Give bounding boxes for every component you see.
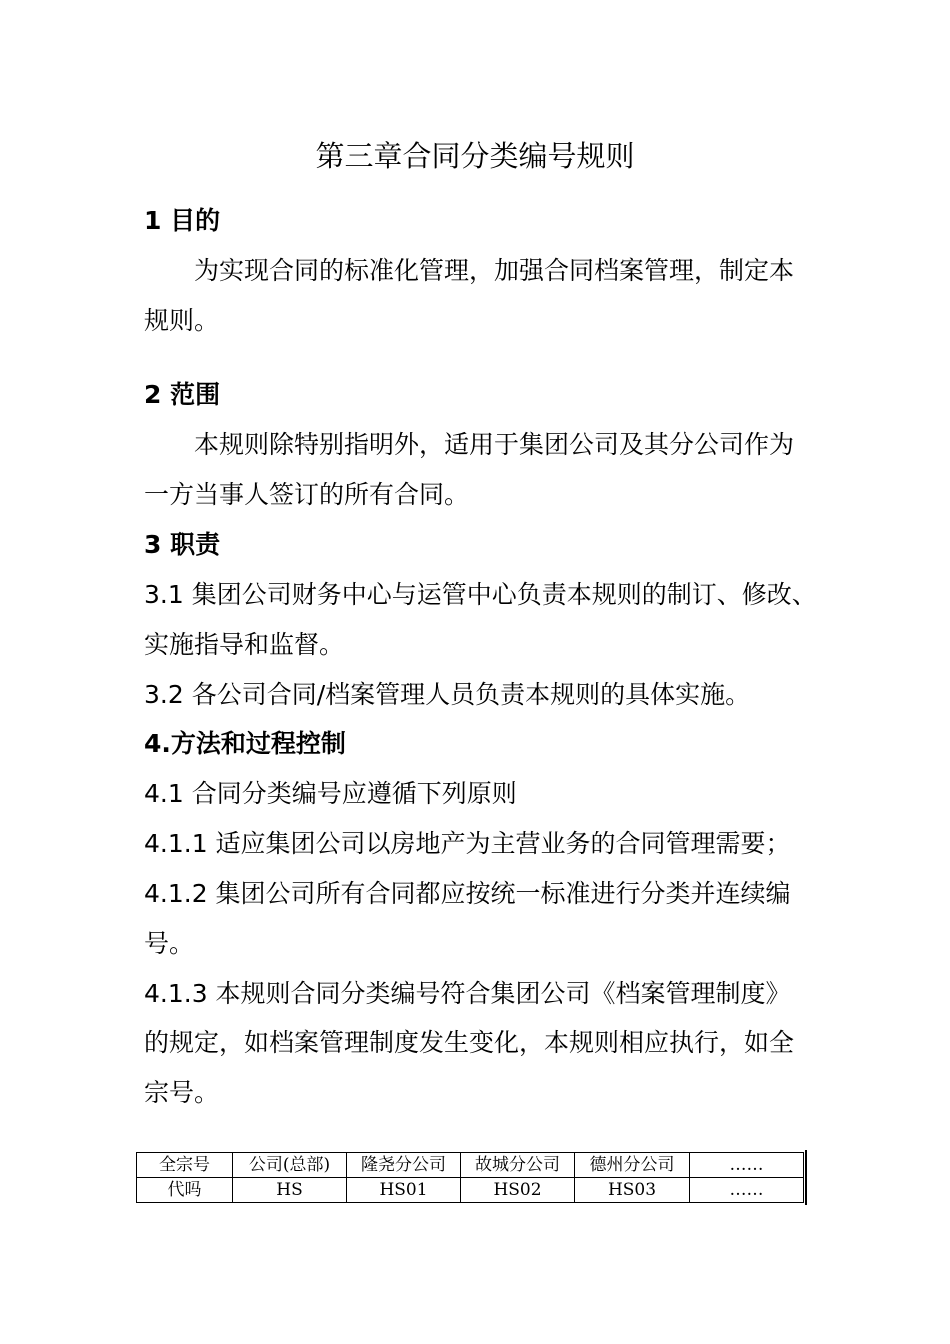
- clause-3-2: 3.2 各公司合同/档案管理人员负责本规则的具体实施。: [144, 680, 751, 709]
- table-cell: HS01: [347, 1178, 461, 1203]
- table-cell: 隆尧分公司: [347, 1153, 461, 1178]
- section-4-heading: 4.方法和过程控制: [144, 729, 346, 758]
- table-cell: 故城分公司: [461, 1153, 575, 1178]
- section-1-heading: 1 目的: [144, 206, 221, 235]
- section-3-heading: 3 职责: [144, 530, 221, 559]
- table-cell: HS: [233, 1178, 347, 1203]
- table-right-border: [805, 1150, 807, 1205]
- table-cell: 德州分公司: [575, 1153, 690, 1178]
- clause-4-1: 4.1 合同分类编号应遵循下列原则: [144, 779, 517, 808]
- clause-4-1-2-line-2: 号。: [144, 929, 195, 958]
- section-2-paragraph-line-2: 一方当事人签订的所有合同。: [144, 480, 470, 509]
- section-1-paragraph-line-2: 规则。: [144, 306, 220, 335]
- table-cell: 公司(总部): [233, 1153, 347, 1178]
- clause-4-1-2-line-1: 4.1.2 集团公司所有合同都应按统一标准进行分类并连续编: [144, 879, 791, 908]
- fonds-code-table: [136, 1152, 804, 1203]
- table-cell: ……: [690, 1178, 804, 1203]
- table-row: [137, 1178, 804, 1203]
- clause-4-1-1: 4.1.1 适应集团公司以房地产为主营业务的合同管理需要；: [144, 829, 791, 858]
- table-row: [137, 1153, 804, 1178]
- table-cell: HS03: [575, 1178, 690, 1203]
- section-2-heading: 2 范围: [144, 380, 221, 409]
- table-cell: HS02: [461, 1178, 575, 1203]
- page-title: 第三章合同分类编号规则: [315, 139, 635, 173]
- table-cell: 代吗: [137, 1178, 233, 1203]
- section-1-paragraph-line-1: 为实现合同的标准化管理，加强合同档案管理，制定本: [194, 256, 795, 285]
- clause-3-1-line-1: 3.1 集团公司财务中心与运管中心负责本规则的制订、修改、: [144, 580, 817, 609]
- table-cell: 全宗号: [137, 1153, 233, 1178]
- clause-3-1-line-2: 实施指导和监督。: [144, 630, 345, 659]
- clause-4-1-3-line-1: 4.1.3 本规则合同分类编号符合集团公司《档案管理制度》: [144, 979, 791, 1008]
- clause-4-1-3-line-3: 宗号。: [144, 1078, 220, 1107]
- table-cell: ……: [690, 1153, 804, 1178]
- section-2-paragraph-line-1: 本规则除特别指明外，适用于集团公司及其分公司作为: [194, 430, 795, 459]
- clause-4-1-3-line-2: 的规定，如档案管理制度发生变化，本规则相应执行，如全: [144, 1028, 795, 1057]
